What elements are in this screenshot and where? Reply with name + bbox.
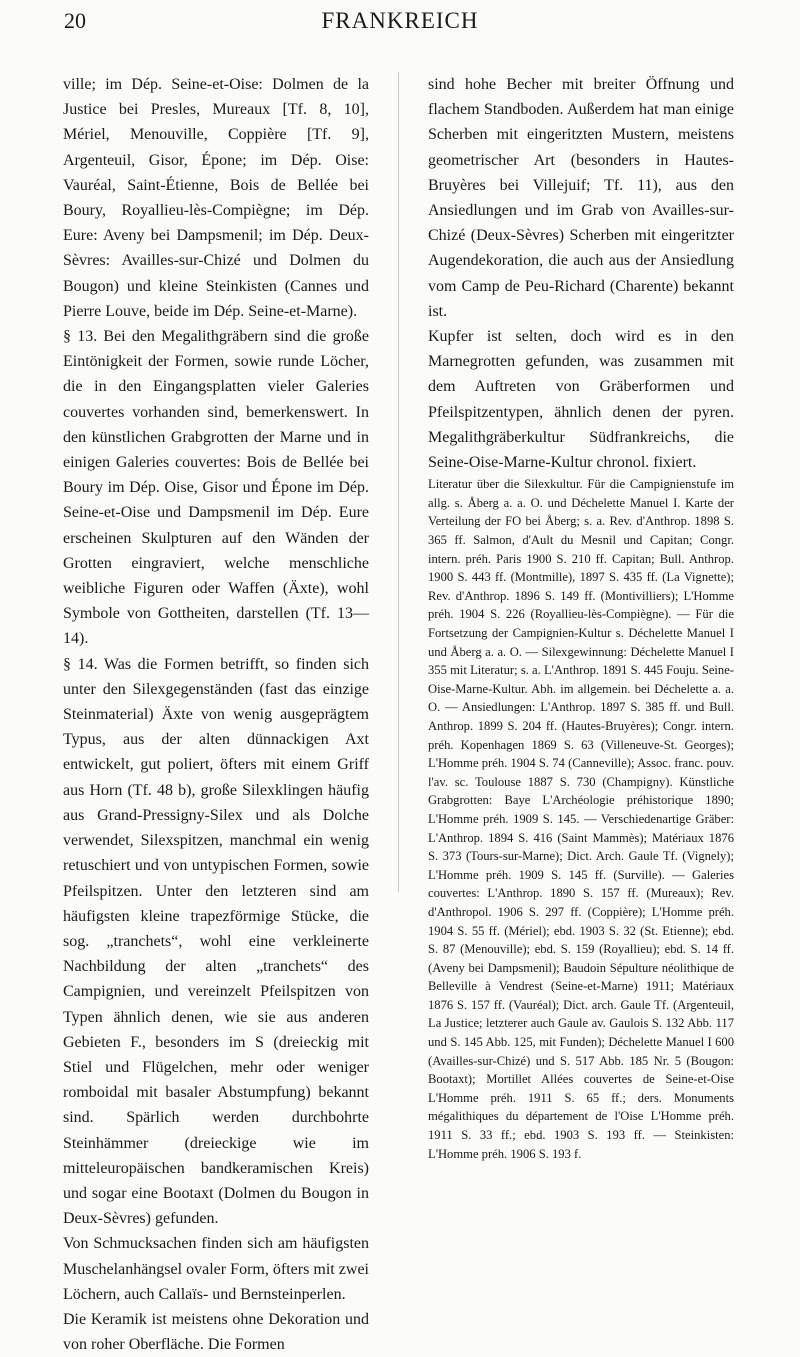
page-number: 20 xyxy=(64,8,86,33)
column-divider xyxy=(398,72,399,892)
paragraph: Die Keramik ist meistens ohne Dekoration und von roher Oberfläche. Die Formen xyxy=(63,1310,369,1354)
paragraph: § 14. Was die Formen betrifft, so finden sich unter den Silexgegenständen (fast das einzige Steinmaterial) Äxte von wenig ausgeprägtem Typus, aus der alten dünnackigen Axt entwickelt, gut poliert, öfters mit einem Griff aus Horn (Tf. 48 b), große Silexklingen häufig aus Grand-Pressigny-Silex und als Dolche verwendet, Silexspitzen, manchmal ein wenig retuschiert und von untypischen Formen, sowie Pfeilspitzen. Unter den letzteren sind am häufigsten kleine trapezförmige Stücke, die sog. „tranchets“, wohl eine verkleinerte Nachbildung der alten „tranchets“ des Campignien, und vereinzelt Pfeilspitzen von Typen ähnlich denen, wie sie aus anderen Gebieten F., besonders im S (dreieckig mit Stiel und Flügelchen, mehr oder weniger romboidal mit basaler Abstumpfung) bekannt sind. Spärlich werden durchbohrte Steinhämmer (dreieckige wie im mitteleuropäischen bandkeramischen Kreis) und sogar eine Bootaxt (Dolmen du Bougon in Deux-Sèvres) gefunden. xyxy=(63,655,369,1228)
paragraph: sind hohe Becher mit breiter Öffnung und flachem Standboden. Außerdem hat man einige Scherben mit eingeritzten Mustern, meistens geometrischer Art (besonders in Hautes-Bruyères bei Villejuif; Tf. 11), aus den Ansiedlungen und im Grab von Availles-sur-Chizé (Deux-Sèvres) Scherben mit eingeritzter Augendekoration, die auch aus der Ansiedlung vom Camp de Peu-Richard (Charente) bekannt ist. xyxy=(428,76,734,320)
paragraph: Von Schmucksachen finden sich am häufigsten Muschelanhängsel ovaler Form, öfters mit zwei Löchern, auch Callaïs- und Bernsteinperlen. xyxy=(63,1235,369,1303)
paragraph: ville; im Dép. Seine-et-Oise: Dolmen de la Justice bei Presles, Mureaux [Tf. 8, 10], Mériel, Menouville, Coppière [Tf. 9], Argenteuil, Gisor, Épone; im Dép. Oise: Vauréal, Saint-Étienne, Bois de Bellée bei Boury, Royallieu-lès-Compiègne; im Dép. Eure: Aveny bei Dampsmenil; im Dép. Deux-Sèvres: Availles-sur-Chizé und Dolmen du Bougon) und kleine Steinkisten (Cannes und Pierre Louve, beide im Dép. Seine-et-Marne). xyxy=(63,76,369,320)
literature-text: Literatur über die Silexkultur. Für die Campignienstufe im allg. s. Åberg a. a. O. und Déchelette Manuel I. Karte der Verteilung der FO bei Åberg; s. a. Rev. d'Anthrop. 1898 S. 365 ff. Salmon, d'Ault du Mesnil und Capitan; Congr. intern. préh. Paris 1900 S. 210 ff. Capitan; Bull. Anthrop. 1900 S. 443 ff. (Montmille), 1897 S. 435 ff. (La Vignette); Rev. d'Anthrop. 1896 S. 149 ff. (Montivilliers); L'Homme préh. 1904 S. 226 (Royallieu-lès-Compiègne). — Für die Fortsetzung der Campignien-Kultur s. Déchelette Manuel I und Åberg a. a. O. — Silexgewinnung: Déchelette Manuel I 355 mit Literatur; s. a. L'Anthrop. 1891 S. 445 Fouju. Seine-Oise-Marne-Kultur. Abh. im allgemein. bei Déchelette a. a. O. — Ansiedlungen: L'Anthrop. 1897 S. 385 ff. und Bull. Anthrop. 1899 S. 204 ff. (Hautes-Bruyères); Congr. intern. préh. Kopenhagen 1869 S. 63 (Villeneuve-St. Georges); L'Homme préh. 1904 S. 74 (Canneville); Assoc. franc. pouv. l'av. sc. Toulouse 1887 S. 730 (Champigny). Künstliche Grabgrotten: Baye L'Archéologie préhistorique 1890; L'Homme préh. 1909 S. 145. — Verschiedenartige Gräber: L'Anthrop. 1894 S. 416 (Saint Mammès); Matériaux 1876 S. 373 (Tours-sur-Marne); Dict. Arch. Gaule Tf. (Vignely); L'Homme préh. 1909 S. 145 ff. (Surville). — Galeries couvertes: L'Anthrop. 1890 S. 157 ff. (Mureaux); Rev. d'Anthropol. 1906 S. 297 ff. (Coppière); L'Homme préh. 1904 S. 55 ff. (Mériel); ebd. 1903 S. 32 (St. Etienne); ebd. S. 87 (Menouville); ebd. S. 159 (Royallieu); ebd. S. 14 ff. (Aveny bei Dampsmenil); Baudoin Sépulture néolithique de Belleville à Vendrest (Seine-et-Marne) 1911; Matériaux 1876 S. 157 ff. (Vauréal); Dict. arch. Gaule Tf. (Argenteuil, La Justice; letzterer auch Gaule av. Gaulois S. 132 Abb. 117 und S. 145 Abb. 125, mit Funden); Déchelette Manuel I 600 (Availles-sur-Chizé) und S. 517 Abb. 185 Nr. 5 (Bougon: Bootaxt); Mortillet Allées couvertes de Seine-et-Oise L'Homme préh. 1911 S. 65 ff.; ders. Monuments mégalithiques du département de l'Oise L'Homme préh. 1911 S. 33 ff.; ebd. 1903 S. 193 ff. — Steinkisten: L'Homme préh. 1906 S. 193 f. xyxy=(428,477,734,1161)
paragraph: Kupfer ist selten, doch wird es in den Marnegrotten gefunden, was zusammen mit dem Auftreten von Gräberformen und Pfeilspitzentypen, ähnlich denen der pyren. Megalithgräberkultur Südfrankreichs, die Seine-Oise-Marne-Kultur chronol. fixiert. xyxy=(428,328,734,472)
right-column xyxy=(428,72,734,1163)
running-title: FRANKREICH xyxy=(321,8,479,33)
left-column xyxy=(63,72,369,1357)
paragraph: § 13. Bei den Megalithgräbern sind die große Eintönigkeit der Formen, sowie runde Löcher, die in den Eingangsplatten vieler Galeries couvertes vorhanden sind, bemerkenswert. In den künstlichen Grabgrotten der Marne und in einigen Galeries couvertes: Bois de Bellée bei Boury im Dép. Oise, Gisor und Épone im Dép. Seine-et-Oise und Dampsmenil im Dép. Eure erscheinen Skulpturen auf den Wänden der Grotten eingraviert, welche menschliche weibliche Figuren oder Waffen (Äxte), wohl Symbole von Gottheiten, darstellen (Tf. 13—14). xyxy=(63,328,369,648)
literature-section xyxy=(428,475,734,1163)
